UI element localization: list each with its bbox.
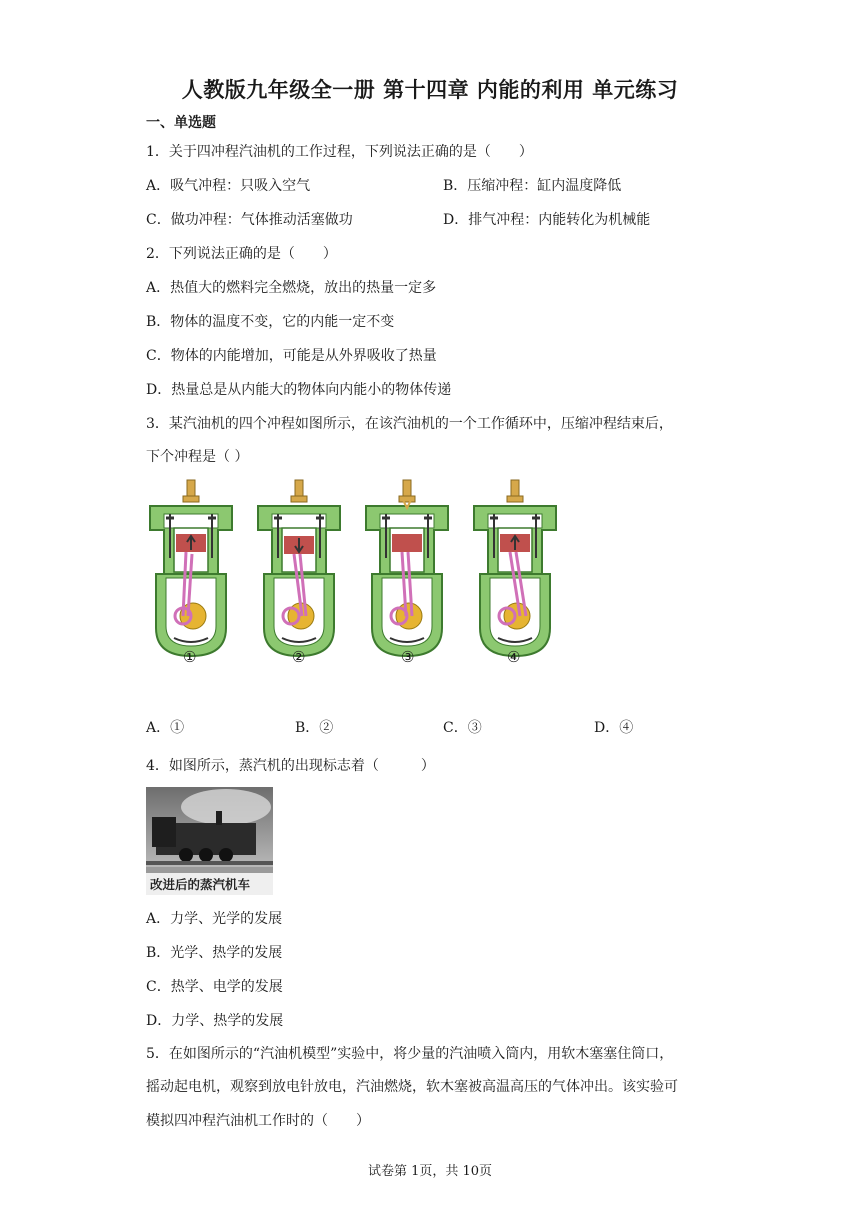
question-1-option-d: D．排气冲程：内能转化为机械能 <box>443 212 651 228</box>
figure-label-1: ① <box>183 648 197 666</box>
question-2-option-b: B．物体的温度不变，它的内能一定不变 <box>146 314 395 330</box>
figure-label-4: ④ <box>507 648 521 666</box>
stroke-4-diagram <box>474 480 556 656</box>
question-3-stem-line-2: 下个冲程是（ ） <box>146 449 249 465</box>
stroke-1-diagram <box>150 480 232 656</box>
question-2-option-c: C．物体的内能增加，可能是从外界吸收了热量 <box>146 348 437 364</box>
question-2-option-a: A．热值大的燃料完全燃烧，放出的热量一定多 <box>146 280 437 296</box>
question-3-option-d: D．④ <box>594 720 634 736</box>
page-footer: 试卷第 1页，共 10页 <box>367 1164 493 1179</box>
question-3-stem-line-1: 3．某汽油机的四个冲程如图所示，在该汽油机的一个工作循环中，压缩冲程结束后， <box>146 416 673 432</box>
stroke-2-diagram <box>258 480 340 656</box>
four-stroke-engine-figure <box>146 478 566 668</box>
question-4-option-b: B．光学、热学的发展 <box>146 945 283 961</box>
question-5-stem-line-2: 摇动起电机，观察到放电针放电，汽油燃烧，软木塞被高温高压的气体冲出。该实验可 <box>146 1079 678 1095</box>
photo-caption: 改进后的蒸汽机车 <box>150 877 251 892</box>
question-4-option-a: A．力学、光学的发展 <box>146 911 283 927</box>
page-title: 人教版九年级全一册 第十四章 内能的利用 单元练习 <box>181 78 679 102</box>
steam-locomotive-photo <box>146 787 273 895</box>
question-2-stem: 2．下列说法正确的是（ ） <box>146 246 337 262</box>
stroke-3-diagram <box>366 480 448 656</box>
figure-label-3: ③ <box>401 648 415 666</box>
figure-label-2: ② <box>292 648 306 666</box>
question-1-option-c: C．做功冲程：气体推动活塞做功 <box>146 212 353 228</box>
question-3-option-c: C．③ <box>443 720 482 736</box>
question-2-option-d: D．热量总是从内能大的物体向内能小的物体传递 <box>146 382 452 398</box>
question-1-option-b: B．压缩冲程：缸内温度降低 <box>443 178 622 194</box>
question-3-option-b: B．② <box>295 720 334 736</box>
question-5-stem-line-1: 5．在如图所示的“汽油机模型”实验中，将少量的汽油喷入筒内，用软木塞塞住筒口， <box>146 1046 674 1062</box>
question-3-option-a: A．① <box>146 720 185 736</box>
question-4-option-d: D．力学、热学的发展 <box>146 1013 284 1029</box>
question-5-stem-line-3: 模拟四冲程汽油机工作时的（ ） <box>146 1113 370 1129</box>
section-heading: 一、单选题 <box>146 115 216 131</box>
question-4-option-c: C．热学、电学的发展 <box>146 979 283 995</box>
question-1-option-a: A．吸气冲程：只吸入空气 <box>146 178 311 194</box>
question-1-stem: 1．关于四冲程汽油机的工作过程，下列说法正确的是（ ） <box>146 144 533 160</box>
question-4-stem: 4．如图所示，蒸汽机的出现标志着（ ） <box>146 758 435 774</box>
